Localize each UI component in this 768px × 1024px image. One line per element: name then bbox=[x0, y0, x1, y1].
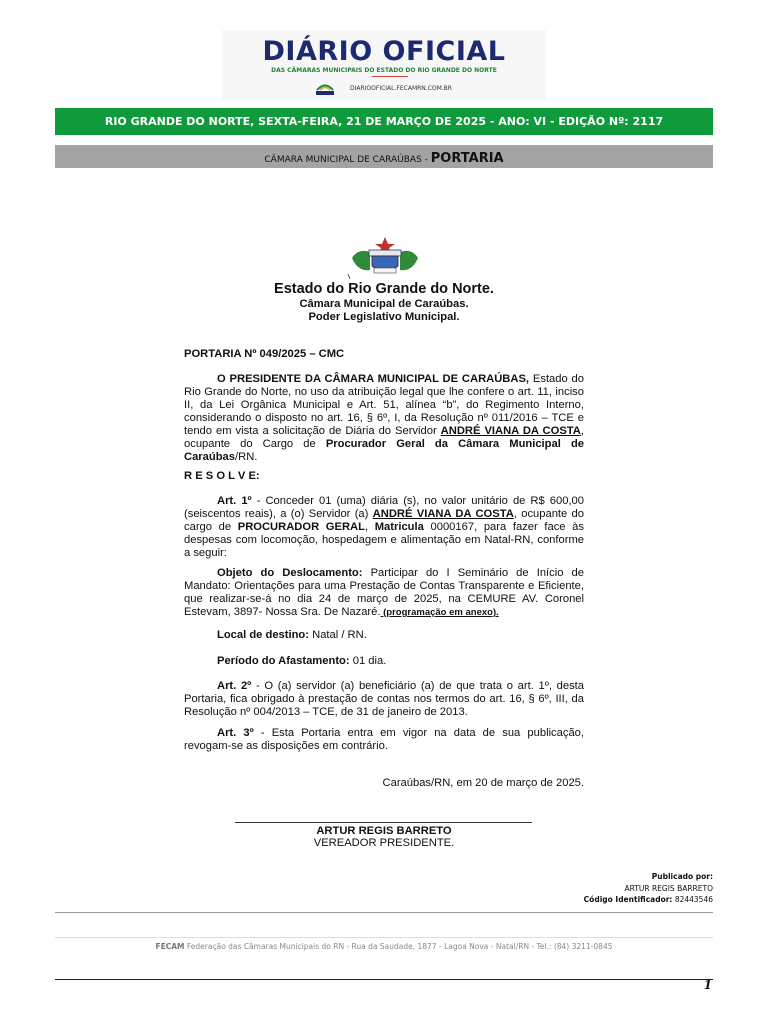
masthead-title: DIÁRIO OFICIAL bbox=[262, 36, 506, 67]
state-title: Estado do Rio Grande do Norte. bbox=[274, 281, 494, 297]
art3-label: Art. 3º bbox=[217, 727, 254, 739]
masthead-site: DIARIOOFICIAL.FECAMRN.COM.BR bbox=[350, 85, 452, 92]
periodo-value: 01 dia. bbox=[349, 655, 387, 667]
published-by-name: ARTUR REGIS BARRETO bbox=[624, 884, 713, 893]
signature-line bbox=[235, 822, 532, 823]
page-number: 1 bbox=[703, 978, 712, 992]
art2-text: - O (a) servidor (a) beneficiário (a) de que trata o art. 1º, desta Portaria, fica obrigado à prestação de contas nos termos do art. 16, § 6º, III, da Resolução nº 004/2013 – TCE, de 31 de janeiro de 2013. bbox=[184, 680, 584, 718]
art1-label: Art. 1º bbox=[217, 495, 252, 507]
fecam-logo-icon bbox=[314, 80, 336, 96]
objeto-paragraph bbox=[184, 567, 584, 619]
section-bar bbox=[55, 145, 713, 168]
divider-top bbox=[55, 912, 713, 913]
art1-text-2: , ocupante do cargo de bbox=[184, 508, 584, 533]
art3-text: - Esta Portaria entra em vigor na data de sua publicação, revogam-se as disposições em contrário. bbox=[184, 727, 585, 752]
portaria-number: PORTARIA Nº 049/2025 – CMC bbox=[184, 348, 345, 360]
section-type: PORTARIA bbox=[430, 151, 504, 166]
preamble-text-2: , ocupante do Cargo de bbox=[184, 425, 584, 450]
art2-label: Art. 2º bbox=[217, 680, 252, 692]
periodo-afastamento bbox=[184, 655, 584, 668]
chamber-name: Câmara Municipal de Caraúbas. bbox=[299, 298, 469, 310]
identifier-value: 82443546 bbox=[672, 895, 713, 904]
article-3 bbox=[184, 727, 584, 753]
objeto-annex: (programação em anexo). bbox=[380, 607, 499, 618]
local-label: Local de destino: bbox=[217, 629, 309, 641]
identifier-code bbox=[453, 895, 713, 904]
periodo-label: Período do Afastamento: bbox=[217, 655, 350, 667]
resolve-heading: R E S O L V E: bbox=[184, 470, 260, 482]
art1-text-4: 0000167, para fazer face às despesas com locomoção, hospedagem e alimentação em Natal-RN, conforme a seguir: bbox=[184, 521, 584, 559]
place-date: Caraúbas/RN, em 20 de março de 2025. bbox=[382, 777, 584, 789]
masthead-rule bbox=[372, 76, 408, 77]
preamble-lead: O PRESIDENTE DA CÂMARA MUNICIPAL DE CARAÚBAS, bbox=[217, 373, 530, 385]
signer-role: VEREADOR PRESIDENTE. bbox=[313, 837, 455, 849]
objeto-text: Participar do I Seminário de Início de Mandato: Orientações para uma Prestação de Contas Transparente e Eficiente, que realizar-se-á no dia 24 de março de 2025, na CEMURE AV. Coronel Estevam, 3897- Nossa Sra. De Nazaré. bbox=[184, 567, 584, 618]
municipal-crest-icon bbox=[346, 236, 424, 280]
preamble-text-1: Estado do Rio Grande do Norte, no uso da atribuição legal que lhe confere o art. 11, inciso II, da Lei Orgânica Municipal e Art. 51, alínea “b”, do Regimento Interno, considerando o disposto no art. 16, § 6º, I, da Resolução nº 011/2016 – TCE e tendo em vista a solicitação de Diária do Servidor bbox=[184, 373, 584, 437]
footer bbox=[55, 942, 713, 951]
legislative-power: Poder Legislativo Municipal. bbox=[308, 311, 460, 323]
divider-bottom bbox=[55, 979, 713, 980]
objeto-label: Objeto do Deslocamento: bbox=[217, 567, 363, 579]
footer-text: Federação das Câmaras Municipais do RN - Rua da Saudade, 1877 - Lagoa Nova - Natal/RN - Tel.: (84) 3211-0845 bbox=[184, 942, 613, 951]
masthead bbox=[222, 30, 546, 100]
published-by-label: Publicado por: bbox=[651, 872, 713, 881]
art1-text-3: , bbox=[364, 521, 375, 533]
article-1 bbox=[184, 495, 584, 560]
preamble-server: ANDRÉ VIANA DA COSTA bbox=[440, 425, 581, 437]
preamble-role: Procurador Geral da Câmara Municipal de Caraúbas bbox=[184, 438, 584, 463]
identifier-label: Código Identificador: bbox=[583, 895, 673, 904]
masthead-subtitle: DAS CÂMARAS MUNICIPAIS DO ESTADO DO RIO GRANDE DO NORTE bbox=[271, 67, 497, 74]
art1-text-1: - Conceder 01 (uma) diária (s), no valor unitário de R$ 600,00 (seiscentos reais), a (o) Servidor (a) bbox=[184, 495, 585, 520]
art1-server: ANDRÉ VIANA DA COSTA bbox=[372, 508, 514, 520]
signer-name: ARTUR REGIS BARRETO bbox=[316, 825, 452, 837]
article-2 bbox=[184, 680, 584, 719]
footer-org: FECAM bbox=[155, 942, 185, 951]
preamble-text-3: /RN. bbox=[235, 451, 258, 463]
art1-role: PROCURADOR GERAL bbox=[237, 521, 365, 533]
preamble bbox=[184, 373, 584, 464]
edition-bar: RIO GRANDE DO NORTE, SEXTA-FEIRA, 21 DE MARÇO DE 2025 - ANO: VI - EDIÇÃO Nº: 2117 bbox=[55, 108, 713, 135]
local-destino bbox=[184, 629, 584, 642]
local-value: Natal / RN. bbox=[309, 629, 367, 641]
art1-matricula-label: Matricula bbox=[374, 521, 424, 533]
section-entity: CÂMARA MUNICIPAL DE CARAÚBAS - bbox=[264, 155, 431, 165]
divider-footer bbox=[55, 937, 713, 938]
